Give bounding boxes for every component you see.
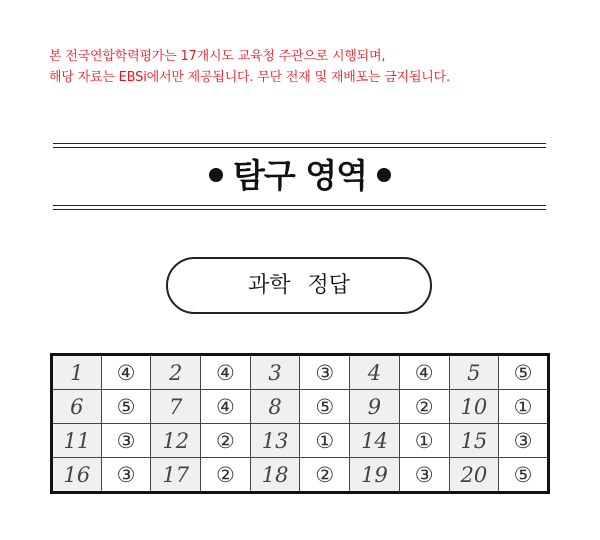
answer-choice: ⑤ — [499, 355, 549, 390]
table-row — [52, 424, 549, 458]
table-row — [52, 458, 549, 493]
question-number: 12 — [151, 424, 201, 458]
answer-choice: ① — [499, 390, 549, 424]
answer-choice: ① — [300, 424, 350, 458]
question-number: 10 — [449, 390, 499, 424]
subject-label-pill — [166, 257, 432, 314]
bullet-right-icon — [377, 168, 391, 182]
question-number: 1 — [52, 355, 102, 390]
answer-choice: ⑤ — [300, 390, 350, 424]
question-number: 7 — [151, 390, 201, 424]
copyright-notice — [49, 46, 450, 88]
table-row — [52, 390, 549, 424]
question-number: 4 — [350, 355, 400, 390]
section-title: 탐구 영역 — [232, 156, 367, 195]
notice-line-2: 해당 자료는 EBSi에서만 제공됩니다. 무단 전재 및 재배포는 금지됩니다. — [49, 70, 450, 85]
answer-choice: ⑤ — [101, 390, 151, 424]
answer-choice: ② — [201, 424, 251, 458]
answer-choice: ① — [399, 424, 449, 458]
bullet-left-icon — [209, 168, 223, 182]
question-number: 15 — [449, 424, 499, 458]
title-bottom-rule — [53, 205, 546, 210]
question-number: 19 — [350, 458, 400, 493]
answer-choice: ④ — [201, 390, 251, 424]
question-number: 2 — [151, 355, 201, 390]
section-title-banner — [0, 154, 600, 198]
question-number: 3 — [250, 355, 300, 390]
answer-choice: ④ — [399, 355, 449, 390]
question-number: 20 — [449, 458, 499, 493]
question-number: 9 — [350, 390, 400, 424]
answer-choice: ② — [399, 390, 449, 424]
question-number: 8 — [250, 390, 300, 424]
answer-choice: ⑤ — [499, 458, 549, 493]
question-number: 5 — [449, 355, 499, 390]
answer-choice: ④ — [201, 355, 251, 390]
question-number: 14 — [350, 424, 400, 458]
answer-choice: ④ — [101, 355, 151, 390]
answer-choice: ② — [201, 458, 251, 493]
notice-line-1: 본 전국연합학력평가는 17개시도 교육청 주관으로 시행되며, — [49, 49, 386, 64]
question-number: 17 — [151, 458, 201, 493]
answer-choice: ③ — [101, 424, 151, 458]
answer-choice: ③ — [499, 424, 549, 458]
question-number: 11 — [52, 424, 102, 458]
subject-label: 과학 정답 — [247, 273, 350, 298]
question-number: 13 — [250, 424, 300, 458]
answer-choice: ③ — [300, 355, 350, 390]
answer-table — [50, 353, 550, 494]
title-top-rule — [53, 143, 546, 148]
table-row — [52, 355, 549, 390]
answer-choice: ② — [300, 458, 350, 493]
answer-choice: ③ — [399, 458, 449, 493]
question-number: 6 — [52, 390, 102, 424]
question-number: 18 — [250, 458, 300, 493]
answer-choice: ③ — [101, 458, 151, 493]
question-number: 16 — [52, 458, 102, 493]
